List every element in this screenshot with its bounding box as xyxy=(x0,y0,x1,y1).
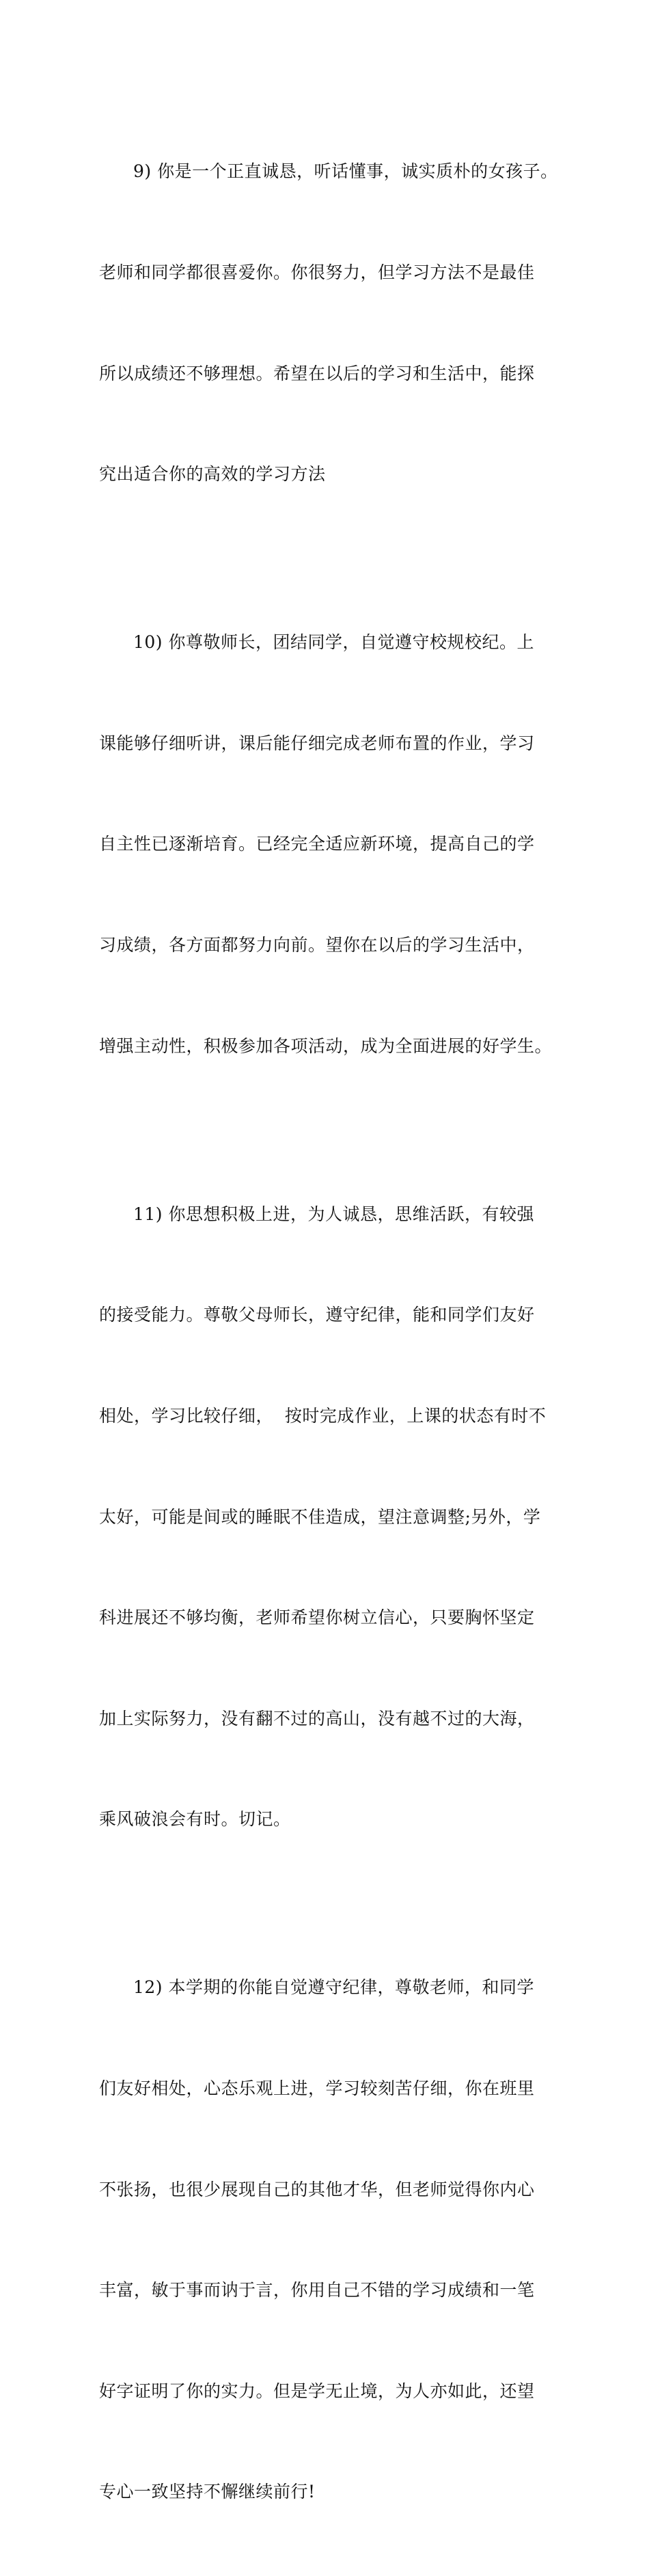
paragraph-11 xyxy=(99,1130,557,1903)
paragraph-line: 11) 你思想积极上进，为人诚恳，思维活跃，有较强 xyxy=(133,1204,535,1224)
paragraph-line: 究出适合你的高效的学习方法 xyxy=(99,464,326,485)
paragraph-line: 老师和同学都很喜爱你。你很努力，但学习方法不是最佳 xyxy=(99,262,535,283)
paragraph-line: 科进展还不够均衡，老师希望你树立信心，只要胸怀坚定 xyxy=(99,1608,535,1628)
document-body xyxy=(99,87,557,2576)
paragraph-line: 所以成绩还不够理想。希望在以后的学习和生活中，能探 xyxy=(99,363,535,383)
paragraph-line: 乘风破浪会有时。切记。 xyxy=(99,1809,291,1830)
paragraph-line: 课能够仔细听讲，课后能仔细完成老师布置的作业，学习 xyxy=(99,733,535,753)
paragraph-line: 12) 本学期的你能自觉遵守纪律，尊敬老师，和同学 xyxy=(133,1977,535,1998)
paragraph-line: 10) 你尊敬师长，团结同学，自觉遵守校规校纪。上 xyxy=(133,632,535,653)
paragraph-line: 加上实际努力，没有翻不过的高山，没有越不过的大海， xyxy=(99,1708,535,1728)
paragraph-line: 相处，学习比较仔细， 按时完成作业，上课的状态有时不 xyxy=(99,1405,547,1426)
paragraph-line: 自主性已逐渐培育。已经完全适应新环境，提高自己的学 xyxy=(99,834,535,854)
paragraph-9 xyxy=(99,87,557,558)
paragraph-line: 好字证明了你的实力。但是学无止境，为人亦如此，还望 xyxy=(99,2381,535,2401)
paragraph-line: 9) 你是一个正直诚恳，听话懂事，诚实质朴的女孩子。 xyxy=(133,161,558,182)
paragraph-line: 习成绩，各方面都努力向前。望你在以后的学习生活中， xyxy=(99,935,535,955)
paragraph-line: 太好，可能是间或的睡眠不佳造成，望注意调整;另外，学 xyxy=(99,1506,541,1527)
paragraph-line: 专心一致坚持不懈继续前行! xyxy=(99,2482,316,2502)
paragraph-line: 不张扬，也很少展现自己的其他才华，但老师觉得你内心 xyxy=(99,2179,535,2199)
paragraph-line: 的接受能力。尊敬父母师长，遵守纪律，能和同学们友好 xyxy=(99,1305,535,1325)
paragraph-12 xyxy=(99,1903,557,2576)
paragraph-10 xyxy=(99,558,557,1130)
paragraph-line: 丰富，敏于事而讷于言，你用自己不错的学习成绩和一笔 xyxy=(99,2280,535,2301)
paragraph-line: 增强主动性，积极参加各项活动，成为全面进展的好学生。 xyxy=(99,1035,553,1056)
paragraph-line: 们友好相处，心态乐观上进，学习较刻苦仔细，你在班里 xyxy=(99,2078,535,2098)
